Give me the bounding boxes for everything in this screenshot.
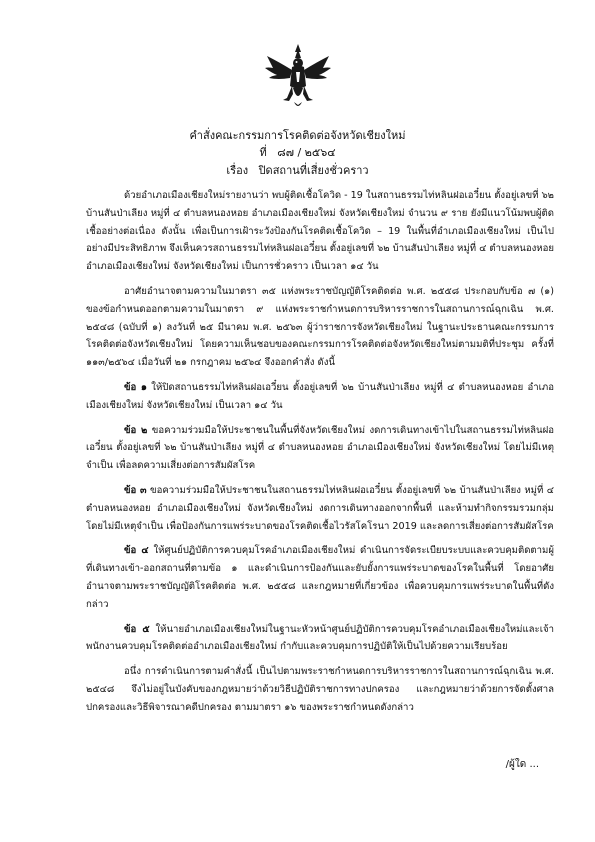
clause-number: ข้อ ๓ xyxy=(124,484,147,496)
clause-2 xyxy=(86,422,554,475)
order-title: คำสั่งคณะกรรมการโรคติดต่อจังหวัดเชียงใหม่ xyxy=(189,129,406,142)
paragraph-text: ด้วยอำเภอเมืองเชียงใหม่รายงานว่า พบผู้ติดเชื้อโควิด - 19 ในสถานธรรมไท่หลินฝอเอวี๋ยน ตั้งอยู่เลขที่ ๖๒ บ้านสันป่าเลียง หมู่ที่ ๔ ตำบลหนองหอย อำเภอเมืองเชียงใหม่ จังหวัดเชียงใหม่ จำนวน ๙ ราย ยังมีแนวโน้มพบผู้ติดเชื้ออย่างต่อเนื่อง ดังนั้น เพื่อเป็นการเฝ้าระวังป้องกันโรคติดเชื้อโควิด – 19 ในพื้นที่อำเภอเมืองเชียงใหม่ เป็นไปอย่างมีประสิทธิภาพ จึงเห็นควรสถานธรรมไท่หลินฝอเอวี๋ยน ตั้งอยู่เลขที่ ๖๒ บ้านสันป่าเลียง หมู่ที่ ๔ ตำบลหนองหอย อำเภอเมืองเชียงใหม่ จังหวัดเชียงใหม่ เป็นการชั่วคราว เป็นเวลา ๑๔ วัน xyxy=(86,190,555,273)
clause-text: ให้นายอำเภอเมืองเชียงใหม่ในฐานะหัวหน้าศูนย์ปฏิบัติการควบคุมโรคอำเภอเมืองเชียงใหม่และเจ้าพนักงานควบคุมโรคติดต่ออำเภอเมืองเชียงใหม่ กำกับและควบคุมการปฏิบัติให้เป็นไปด้วยความเรียบร้อย xyxy=(86,623,554,653)
clause-1 xyxy=(86,379,554,415)
clause-5 xyxy=(86,621,554,657)
paragraph-intro xyxy=(86,187,554,276)
clause-4 xyxy=(86,542,554,613)
paragraph-note xyxy=(86,663,554,716)
order-body xyxy=(86,187,554,724)
order-number-label: ที่ xyxy=(259,146,267,159)
continuation-marker: /ผู้ใด ... xyxy=(505,759,539,770)
garuda-emblem-icon xyxy=(263,42,333,112)
subject-label: เรื่อง xyxy=(226,164,249,177)
paragraph-text: อาศัยอำนาจตามความในมาตรา ๓๕ แห่งพระราชบัญญัติโรคติดต่อ พ.ศ. ๒๕๕๘ ประกอบกับข้อ ๗ (๑) ของข้อกำหนดออกตามความในมาตรา ๙ แห่งพระราชกำหนดการบริหารราชการในสถานการณ์ฉุกเฉิน พ.ศ. ๒๕๔๘ (ฉบับที่ ๑) ลงวันที่ ๒๕ มีนาคม พ.ศ. ๒๕๖๓ ผู้ว่าราชการจังหวัดเชียงใหม่ ในฐานะประธานคณะกรรมการโรคติดต่อจังหวัดเชียงใหม่ โดยความเห็นชอบของคณะกรรมการโรคติดต่อจังหวัดเชียงใหม่ตามมติที่ประชุม ครั้งที่ ๑๑๓/๒๕๖๔ เมื่อวันที่ ๒๑ กรกฎาคม ๒๕๖๔ จึงออกคำสั่ง ดังนี้ xyxy=(86,285,554,369)
paragraph-text: อนึ่ง การดำเนินการตามคำสั่งนี้ เป็นไปตามพระราชกำหนดการบริหารราชการในสถานการณ์ฉุกเฉิน พ.ศ. ๒๕๔๘ จึงไม่อยู่ในบังคับของกฎหมายว่าด้วยวิธีปฏิบัติราชการทางปกครอง และกฎหมายว่าด้วยการจัดตั้งศาลปกครองและวิธีพิจารณาคดีปกครอง ตามมาตรา ๑๖ ของพระราชกำหนดดังกล่าว xyxy=(86,666,554,713)
paragraph-authority xyxy=(86,283,554,372)
subject-text: ปิดสถานที่เสี่ยงชั่วคราว xyxy=(258,164,369,177)
clause-3 xyxy=(86,482,554,535)
clause-text: ขอความร่วมมือให้ประชาชนในพื้นที่จังหวัดเชียงใหม่ งดการเดินทางเข้าไปในสถานธรรมไท่หลินฝอเอวี๋ยน ตั้งอยู่เลขที่ ๖๒ บ้านสันป่าเลียง หมู่ที่ ๔ ตำบลหนองหอย อำเภอเมืองเชียงใหม่ จังหวัดเชียงใหม่ โดยไม่มีเหตุจำเป็น เพื่อลดความเสี่ยงต่อการสัมผัสโรค xyxy=(86,424,554,472)
order-number-line xyxy=(0,145,595,161)
clause-text: ให้ปิดสถานธรรมไท่หลินฝอเอวี๋ยน ตั้งอยู่เลขที่ ๖๒ บ้านสันป่าเลียง หมู่ที่ ๔ ตำบลหนองหอย อำเภอเมืองเชียงใหม่ จังหวัดเชียงใหม่ เป็นเวลา ๑๔ วัน xyxy=(86,381,555,411)
clause-text: ให้ศูนย์ปฏิบัติการควบคุมโรคอำเภอเมืองเชียงใหม่ ดำเนินการจัดระเบียบระบบและควบคุมติดตามผู้ที่เดินทางเข้า-ออกสถานที่ตามข้อ ๑ และดำเนินการป้องกันและยับยั้งการแพร่ระบาดของโรคในพื้นที่ โดยอาศัยอำนาจตามพระราชบัญญัติโรคติดต่อ พ.ศ. ๒๕๕๘ และกฎหมายที่เกี่ยวข้อง เพื่อควบคุมการแพร่ระบาดในพื้นที่ดังกล่าว xyxy=(86,545,555,610)
clause-text: ขอความร่วมมือให้ประชาชนในสถานธรรมไท่หลินฝอเอวี๋ยน ตั้งอยู่เลขที่ ๖๒ บ้านสันป่าเลียง หมู่ที่ ๔ ตำบลหนองหอย อำเภอเมืองเชียงใหม่ จังหวัดเชียงใหม่ งดการเดินทางออกจากพื้นที่ และห้ามทำกิจกรรมรวมกลุ่มโดยไม่มีเหตุจำเป็น เพื่อป้องกันการแพร่ระบาดของโรคติดเชื้อไวรัสโคโรนา 2019 และลดการเสี่ยงต่อการสัมผัสโรค xyxy=(86,484,554,532)
subject-line xyxy=(0,163,595,179)
clause-number: ข้อ ๕ xyxy=(124,623,150,635)
clause-number: ข้อ ๒ xyxy=(124,424,148,436)
clause-number: ข้อ ๔ xyxy=(124,545,149,557)
clause-number: ข้อ ๑ xyxy=(124,381,147,393)
order-number: ๘๗ / ๒๕๖๔ xyxy=(277,146,336,159)
